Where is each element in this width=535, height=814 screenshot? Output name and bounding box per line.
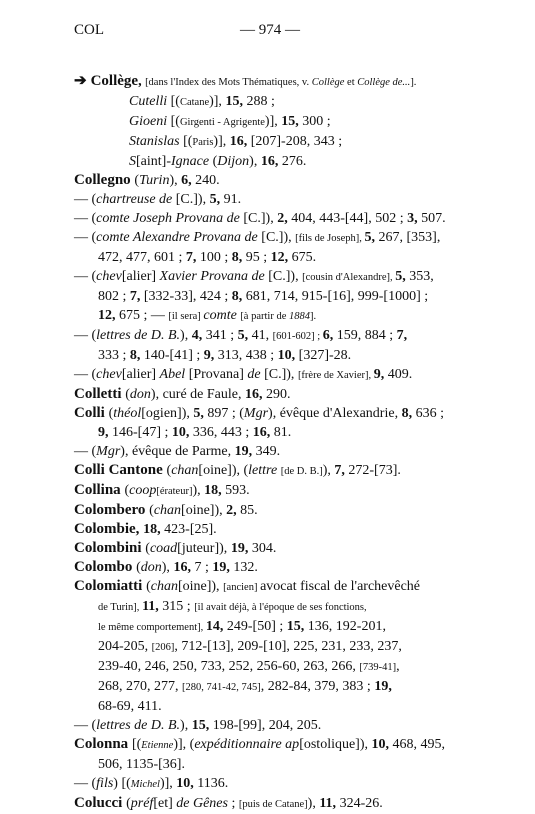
index-entry-continuation [74, 617, 494, 637]
entry-text: 16, [260, 154, 282, 169]
entry-text: 240. [195, 173, 220, 188]
entry-text: Stanislas [129, 134, 184, 149]
entry-text: Paris [192, 137, 214, 148]
entry-text: 5, [209, 192, 224, 207]
entry-text: [327]-28. [298, 348, 352, 363]
entry-text: Collège de... [357, 77, 411, 88]
entry-text: 19, [212, 560, 234, 575]
index-entry-continuation [74, 248, 494, 267]
index-entry [74, 442, 494, 461]
entry-text: ( [149, 503, 154, 518]
entry-text: 8, [401, 406, 416, 421]
entry-text: — ( [74, 211, 97, 226]
entry-text: 341 ; [205, 328, 238, 343]
entry-text: 468, 495, [392, 737, 446, 752]
entry-text: ( [125, 387, 130, 402]
entry-text: , [396, 659, 400, 674]
entry-text: — ( [74, 230, 97, 245]
entry-text: 14, [205, 619, 227, 634]
entry-text: Colombini [74, 540, 146, 556]
index-entry [74, 461, 494, 481]
entry-text: S [129, 154, 136, 169]
entry-text: [ogien]), [141, 406, 194, 421]
entry-text: — ( [74, 444, 97, 459]
entry-text: ), évêque de Parme, [120, 444, 235, 459]
entry-text: 68-69, 411. [98, 699, 162, 714]
entry-text: )], [159, 776, 177, 791]
entry-text: 636 ; [415, 406, 444, 421]
entry-text: Mgr [96, 444, 121, 459]
entry-text: Turin [139, 173, 170, 188]
entry-text: 288 ; [246, 94, 275, 109]
entry-text: [et] [153, 796, 177, 811]
entry-text: [érateur] [156, 486, 193, 497]
entry-text: [ancien] [223, 582, 261, 593]
entry-text: ), [180, 328, 192, 343]
entry-text: 198-[99], 204, 205. [212, 718, 322, 733]
entry-text: ), [192, 483, 205, 498]
entry-text: Etienne [141, 740, 174, 751]
entry-text: [puis de Catane] [238, 799, 308, 810]
entry-text: Colli Cantone [74, 462, 167, 478]
entry-text: 675. [291, 250, 317, 265]
index-entry-continuation [74, 152, 494, 171]
entry-text: 5, [193, 406, 208, 421]
entry-text: )], [264, 114, 282, 129]
entry-text: — ( [74, 776, 97, 791]
entry-text: 5, [237, 328, 252, 343]
entry-text: ), [169, 173, 182, 188]
entry-text: 85. [240, 503, 258, 518]
right-arrow-icon: ➔ [74, 73, 87, 89]
entry-text: 10, [371, 737, 393, 752]
entry-text: 6, [322, 328, 337, 343]
index-entry [74, 520, 494, 539]
entry-text: [oine]), [181, 503, 227, 518]
entry-text: 136, 192-201, [307, 619, 386, 634]
entry-text: fils [96, 776, 114, 791]
entry-text: théol [113, 406, 142, 421]
entry-text: Abel [159, 367, 189, 382]
entry-text: de Turin], [98, 602, 143, 613]
index-entry [74, 481, 494, 501]
index-entry [74, 228, 494, 248]
entry-text: 272-[73]. [348, 463, 401, 478]
entry-text: lettres de D. B. [96, 328, 181, 343]
entry-text: 7, [129, 289, 144, 304]
entry-text: Collegno [74, 172, 135, 188]
entry-text: 1136. [197, 776, 229, 791]
entry-text: ( [145, 541, 150, 556]
entry-text: 15, [281, 114, 303, 129]
entry-text: )], ( [173, 737, 195, 752]
entry-text: ), [180, 718, 192, 733]
entry-text: ( [134, 173, 140, 188]
entry-text: 15, [225, 94, 247, 109]
index-entry [74, 774, 494, 794]
entry-text: lettres de D. B. [96, 718, 181, 733]
entry-text: le même comportement], [98, 622, 206, 633]
entry-text: 16, [229, 134, 251, 149]
entry-text: 19, [230, 541, 252, 556]
entry-text: 423-[25]. [164, 522, 217, 537]
entry-text: 239-40, 246, 250, 733, 252, 256-60, 263, 266, [98, 659, 360, 674]
entry-text: [alier] [121, 269, 160, 284]
entry-text: 8, [129, 348, 144, 363]
entry-text: 507. [421, 211, 446, 226]
entry-text: Collège [90, 73, 139, 89]
entry-text: don [129, 387, 151, 402]
entry-text: [aint] [136, 154, 167, 169]
entry-text: [Provana] [188, 367, 248, 382]
entry-text: ( [136, 560, 141, 575]
page-number: — 974 — [240, 22, 300, 38]
entry-text: — ( [74, 328, 97, 343]
entry-text: [oine]), [177, 579, 224, 594]
entry-text: — ( [74, 192, 97, 207]
entry-text: [frère de Xavier], [297, 370, 374, 381]
entry-text: 100 ; [199, 250, 232, 265]
entry-text: coad [149, 541, 178, 556]
index-entry [74, 577, 494, 597]
entry-text: 8, [231, 250, 246, 265]
index-entry [74, 404, 494, 423]
index-entry [74, 501, 494, 520]
entry-text: 18, [143, 522, 165, 537]
entry-text: [alier] [121, 367, 160, 382]
entry-text: ( [124, 483, 130, 498]
entry-text: et [344, 77, 358, 88]
entry-text: Collège [311, 77, 345, 88]
entry-text: [C.]), [261, 230, 296, 245]
entry-text: coop [129, 483, 157, 498]
entry-text: lettre [248, 463, 281, 478]
entry-text: [C.]), [264, 367, 298, 382]
entry-text: ) [( [113, 776, 131, 791]
entry-text: 41, [251, 328, 273, 343]
entry-text: [ostolique]), [299, 737, 372, 752]
entry-text: 18, [204, 483, 226, 498]
entry-text: [601-602] ; [272, 331, 323, 342]
index-entry [74, 365, 494, 385]
entry-text: 472, 477, 601 ; [98, 250, 186, 265]
entry-text: )], [209, 94, 226, 109]
entry-text: 10, [277, 348, 299, 363]
entry-text: [de D. B.] [280, 466, 323, 477]
entry-text: 593. [225, 483, 250, 498]
entry-text: , [138, 74, 146, 89]
entry-text: ]. [310, 311, 317, 322]
entry-text: [C.]), [175, 192, 210, 207]
entry-text: 2, [277, 211, 292, 226]
entry-text: 4, [191, 328, 206, 343]
entry-text: 19, [374, 679, 392, 694]
entry-text: 7 ; [194, 560, 213, 575]
entry-text: Xavier Provana de [159, 269, 269, 284]
index-entry-continuation [74, 306, 494, 326]
entry-text: chan [153, 503, 182, 518]
index-entry [74, 209, 494, 228]
entry-text: ), [161, 560, 174, 575]
index-entry [74, 171, 494, 190]
entry-text: 681, 714, 915-[16], 999-[1000] ; [245, 289, 429, 304]
entry-text: 3, [407, 211, 422, 226]
index-entry-continuation [74, 637, 494, 657]
entry-text: Collina [74, 482, 125, 498]
entry-text: ( [166, 463, 172, 478]
index-entry-continuation [74, 132, 494, 152]
entry-text: de Gênes [176, 796, 232, 811]
entry-text: )], [213, 134, 230, 149]
entry-text: 249-[50] ; [226, 619, 287, 634]
entry-text: don [140, 560, 162, 575]
index-entry-continuation [74, 657, 494, 677]
entry-text: 132. [233, 560, 258, 575]
entry-text: Colletti [74, 386, 126, 402]
entry-text: [332-33], 424 ; [143, 289, 232, 304]
entry-text: [il avait déjà, à l'époque de ses fonctions, [194, 602, 367, 613]
entry-text: chan [150, 579, 178, 594]
index-entries [74, 72, 494, 814]
entry-text: [il sera] [168, 311, 204, 322]
entry-text: 9, [98, 425, 112, 440]
entry-text: Girgenti - Agrigente [179, 117, 265, 128]
entry-text: Colombie, [74, 521, 144, 537]
entry-text: , 712-[13], 209-[10], 225, 231, 233, 237, [174, 639, 402, 654]
entry-text: 300 ; [302, 114, 331, 129]
index-entry [74, 794, 494, 814]
index-entry-continuation [74, 597, 494, 617]
entry-text: 313, 438 ; [217, 348, 278, 363]
entry-text: [( [170, 94, 180, 109]
index-entry-continuation [74, 92, 494, 112]
entry-text: Colucci [74, 795, 127, 811]
entry-text: 5, [364, 230, 379, 245]
entry-text: expéditionnaire ap [194, 737, 300, 752]
entry-text: 10, [176, 776, 198, 791]
index-entry [74, 735, 494, 755]
entry-text: Catane [179, 97, 210, 108]
entry-text: 12, [270, 250, 292, 265]
entry-text: ), [249, 154, 261, 169]
entry-text: 675 ; — [119, 308, 169, 323]
entry-text: 6, [181, 173, 196, 188]
entry-text: chartreuse de [96, 192, 176, 207]
entry-text: 159, 884 ; [336, 328, 397, 343]
entry-text: 324-26. [339, 796, 383, 811]
entry-text: [( [183, 134, 193, 149]
index-entry [74, 326, 494, 346]
entry-text: Cutelli [129, 94, 171, 109]
entry-text: de [247, 367, 265, 382]
entry-text: Dijon [217, 154, 250, 169]
entry-text: préf [130, 796, 154, 811]
entry-text: 16, [173, 560, 195, 575]
entry-text: 5, [395, 269, 410, 284]
index-entry [74, 267, 494, 287]
entry-text: ]. [410, 77, 417, 88]
entry-text: 333 ; [98, 348, 130, 363]
index-entry [74, 558, 494, 577]
entry-text: 897 ; ( [207, 406, 244, 421]
entry-text: 353, [409, 269, 434, 284]
entry-text: [fils de Joseph], [295, 233, 365, 244]
index-entry [74, 716, 494, 735]
entry-text: 16, [244, 387, 266, 402]
entry-text: Colli [74, 405, 109, 421]
entry-text: 268, 270, 277, [98, 679, 182, 694]
entry-text: [C.]), [243, 211, 278, 226]
entry-text: ), curé de Faule, [150, 387, 245, 402]
entry-text: 304. [251, 541, 277, 556]
entry-text: ), évêque d'Alexandrie, [268, 406, 402, 421]
entry-text: -Ignace [166, 154, 213, 169]
entry-text: 19, [234, 444, 256, 459]
entry-text: comte [203, 308, 241, 323]
entry-text: — ( [74, 269, 97, 284]
running-head-left: COL [74, 22, 104, 38]
entry-text: ( [146, 579, 151, 594]
entry-text: 11, [142, 599, 163, 614]
entry-text: [oine]), ( [198, 463, 249, 478]
entry-text: 336, 443 ; [192, 425, 253, 440]
entry-text: 315 ; [162, 599, 195, 614]
entry-text: [cousin d'Alexandre], [302, 272, 396, 283]
index-entry [74, 72, 494, 92]
entry-text: [à partir de [240, 311, 289, 322]
entry-text: 9, [203, 348, 218, 363]
entry-text: 16, [252, 425, 274, 440]
entry-text: 146-[47] ; [112, 425, 172, 440]
entry-text: 349. [255, 444, 281, 459]
entry-text: Colombo [74, 559, 137, 575]
entry-text: [( [170, 114, 180, 129]
index-entry-continuation [74, 346, 494, 365]
entry-text: 506, 1135-[36]. [98, 757, 185, 772]
entry-text: chev [96, 269, 122, 284]
entry-text: 8, [231, 289, 246, 304]
entry-text: 7, [185, 250, 200, 265]
entry-text: [juteur]), [177, 541, 231, 556]
entry-text: 267, [353], [378, 230, 441, 245]
entry-text: [739-41] [359, 662, 397, 673]
entry-text: Michel [130, 779, 160, 790]
index-entry [74, 385, 494, 404]
entry-text: Gioeni [129, 114, 171, 129]
entry-text: ( [108, 406, 114, 421]
index-entry [74, 539, 494, 558]
entry-text: [dans l'Index des Mots Thématiques, v. [145, 77, 312, 88]
entry-text: [207]-208, 343 ; [250, 134, 343, 149]
entry-text: 10, [171, 425, 193, 440]
entry-text: comte Joseph Provana de [96, 211, 244, 226]
index-entry [74, 190, 494, 209]
entry-text: 204-205, [98, 639, 152, 654]
entry-text: 2, [226, 503, 241, 518]
entry-text: 81. [273, 425, 292, 440]
entry-text: [280, 741-42, 745] [182, 682, 261, 693]
entry-text: Colonna [74, 736, 132, 752]
entry-text: [206] [151, 642, 175, 653]
entry-text: 7, [396, 328, 408, 343]
index-entry-continuation [74, 112, 494, 132]
index-entry-continuation [74, 755, 494, 774]
entry-text: comte Alexandre Provana de [96, 230, 262, 245]
entry-text: 11, [319, 796, 340, 811]
entry-text: , 282-84, 379, 383 ; [260, 679, 375, 694]
entry-text: 404, 443-[44], 502 ; [291, 211, 408, 226]
entry-text: 9, [373, 367, 388, 382]
entry-text: 12, [98, 308, 119, 323]
entry-text: — ( [74, 718, 97, 733]
index-entry-continuation [74, 423, 494, 442]
entry-text: [( [131, 737, 142, 752]
index-entry-continuation [74, 697, 494, 716]
entry-text: 7, [334, 463, 349, 478]
index-entry-continuation [74, 287, 494, 306]
entry-text: chan [171, 463, 199, 478]
entry-text: 140-[41] ; [143, 348, 204, 363]
entry-text: [C.]), [268, 269, 303, 284]
entry-text: 15, [191, 718, 213, 733]
entry-text: 802 ; [98, 289, 130, 304]
entry-text: avocat fiscal de l'archevêché [260, 579, 421, 594]
entry-text: 409. [387, 367, 413, 382]
index-entry-continuation [74, 677, 494, 697]
entry-text: 15, [286, 619, 308, 634]
entry-text: 95 ; [245, 250, 271, 265]
entry-text: 91. [223, 192, 242, 207]
entry-text: ; [231, 796, 239, 811]
entry-text: chev [96, 367, 122, 382]
entry-text: — ( [74, 367, 97, 382]
entry-text: 1884 [289, 311, 310, 322]
entry-text: ( [126, 796, 131, 811]
entry-text: Colomiatti [74, 578, 147, 594]
entry-text: 276. [281, 154, 307, 169]
entry-text: Mgr [243, 406, 269, 421]
entry-text: ), [322, 463, 335, 478]
entry-text: ), [307, 796, 320, 811]
entry-text: Colombero [74, 502, 150, 518]
entry-text: ( [212, 154, 218, 169]
entry-text: 290. [265, 387, 291, 402]
